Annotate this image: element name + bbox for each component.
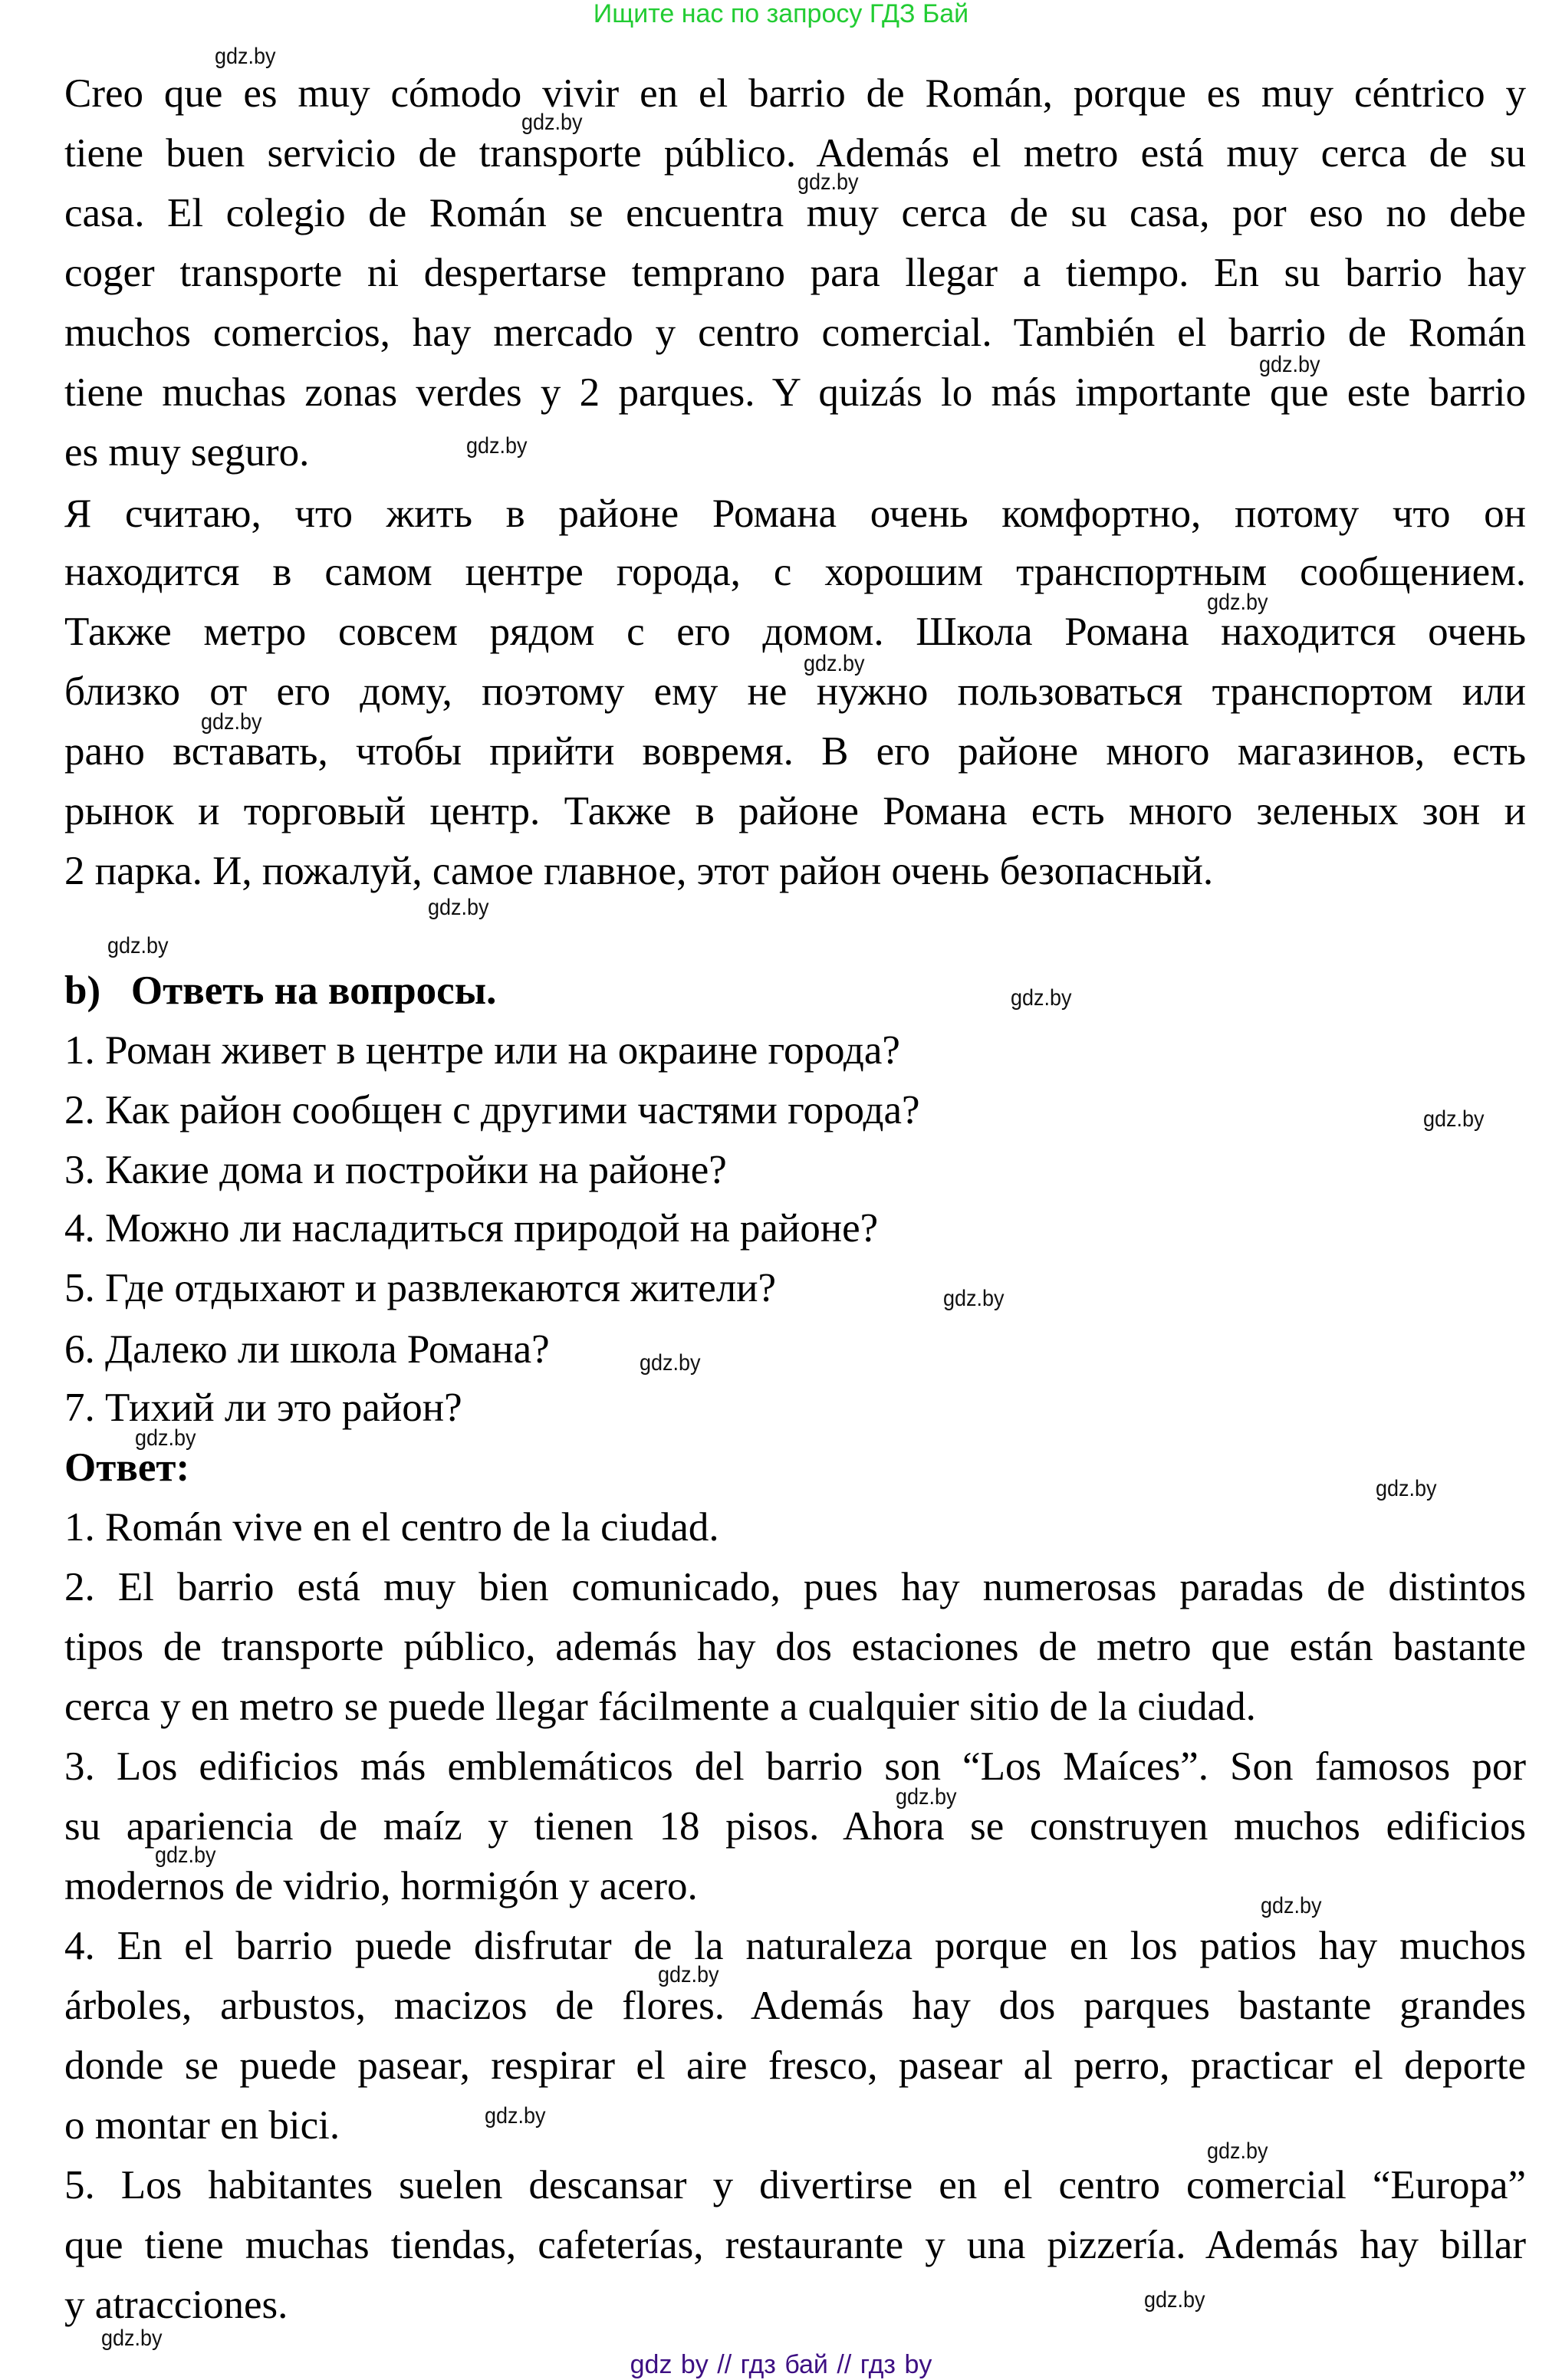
watermark: gdz.by bbox=[135, 1425, 196, 1451]
answer-line: donde se puede pasear, respirar el aire fresco, pasear al perro, practicar el deporte bbox=[64, 2043, 1526, 2088]
answer-line: 1. Román vive en el centro de la ciudad. bbox=[64, 1505, 719, 1550]
task-label: b) bbox=[64, 968, 101, 1013]
answer-heading: Ответ: bbox=[64, 1445, 190, 1490]
question-item: 1. Роман живет в центре или на окраине города? bbox=[64, 1028, 900, 1073]
question-item: 2. Как район сообщен с другими частями города? bbox=[64, 1088, 920, 1132]
question-item: 6. Далеко ли школа Романа? bbox=[64, 1327, 550, 1372]
watermark: gdz.by bbox=[1259, 352, 1320, 377]
watermark: gdz.by bbox=[1144, 2287, 1205, 2313]
answer-line: modernos de vidrio, hormigón y acero. bbox=[64, 1864, 698, 1908]
watermark: gdz.by bbox=[797, 169, 859, 195]
answer-line: tipos de transporte público, además hay dos estaciones de metro que están bastante bbox=[64, 1625, 1526, 1669]
watermark: gdz.by bbox=[215, 44, 276, 69]
text-line: coger transporte ni despertarse temprano para llegar a tiempo. En su barrio hay bbox=[64, 251, 1526, 295]
watermark: gdz.by bbox=[943, 1286, 1005, 1311]
watermark: gdz.by bbox=[107, 933, 169, 958]
watermark: gdz.by bbox=[521, 110, 583, 135]
text-line: Я считаю, что жить в районе Романа очень комфортно, потому что он bbox=[64, 491, 1526, 536]
watermark: gdz.by bbox=[428, 895, 489, 920]
question-item: 3. Какие дома и постройки на районе? bbox=[64, 1148, 727, 1192]
watermark: gdz.by bbox=[1011, 985, 1072, 1011]
text-line: Creo que es muy cómodo vivir en el barrio de Román, porque es muy céntrico y bbox=[64, 71, 1526, 116]
text-line: Также метро совсем рядом с его домом. Школа Романа находится очень bbox=[64, 610, 1526, 654]
watermark: gdz.by bbox=[1376, 1476, 1437, 1501]
text-line: tiene muchas zonas verdes y 2 parques. Y quizás lo más importante que este barrio bbox=[64, 370, 1526, 415]
text-line: 2 парка. И, пожалуй, самое главное, этот район очень безопасный. bbox=[64, 849, 1214, 893]
question-item: 5. Где отдыхают и развлекаются жители? bbox=[64, 1266, 777, 1310]
watermark: gdz.by bbox=[101, 2326, 163, 2351]
watermark: gdz.by bbox=[201, 709, 262, 735]
text-line: muchos comercios, hay mercado y centro comercial. También el barrio de Román bbox=[64, 311, 1526, 355]
task-heading bbox=[64, 968, 1526, 1014]
answer-line: o montar en bici. bbox=[64, 2103, 340, 2148]
question-item: 7. Тихий ли это район? bbox=[64, 1386, 462, 1430]
text-line: рано вставать, чтобы прийти вовремя. В его районе много магазинов, есть bbox=[64, 729, 1526, 774]
watermark: gdz.by bbox=[1423, 1106, 1485, 1132]
answer-line: 3. Los edificios más emblemáticos del barrio son “Los Maíces”. Son famosos por bbox=[64, 1744, 1526, 1789]
task-title: Ответь на вопросы. bbox=[130, 968, 497, 1013]
promo-banner[interactable]: Ищите нас по запросу ГДЗ Бай bbox=[593, 0, 969, 28]
answer-line: 2. El barrio está muy bien comunicado, pues hay numerosas paradas de distintos bbox=[64, 1565, 1526, 1609]
question-item: 4. Можно ли насладиться природой на районе? bbox=[64, 1206, 879, 1251]
watermark: gdz.by bbox=[804, 651, 865, 676]
text-line: близко от его дому, поэтому ему не нужно пользоваться транспортом или bbox=[64, 669, 1526, 714]
answer-line: y atracciones. bbox=[64, 2283, 288, 2327]
answer-line: cerca y en metro se puede llegar fácilmente a cualquier sitio de la ciudad. bbox=[64, 1685, 1256, 1729]
watermark: gdz.by bbox=[658, 1962, 719, 1987]
text-line: es muy seguro. bbox=[64, 430, 310, 475]
text-line: casa. El colegio de Román se encuentra muy cerca de su casa, por eso no debe bbox=[64, 191, 1526, 235]
footer-links[interactable]: gdz by // гдз бай // гдз by bbox=[630, 2350, 932, 2379]
answer-line: su apariencia de maíz y tienen 18 pisos. Ahora se construyen muchos edificios bbox=[64, 1804, 1526, 1849]
answer-line: 5. Los habitantes suelen descansar y divertirse en el centro comercial “Europa” bbox=[64, 2163, 1526, 2207]
watermark: gdz.by bbox=[155, 1843, 216, 1868]
watermark: gdz.by bbox=[1207, 590, 1268, 615]
watermark: gdz.by bbox=[1207, 2138, 1268, 2164]
answer-line: 4. En el barrio puede disfrutar de la naturaleza porque en los patios hay muchos bbox=[64, 1924, 1526, 1968]
watermark: gdz.by bbox=[1261, 1893, 1322, 1918]
text-line: рынок и торговый центр. Также в районе Романа есть много зеленых зон и bbox=[64, 789, 1526, 833]
watermark: gdz.by bbox=[466, 433, 528, 459]
answer-line: árboles, arbustos, macizos de flores. Además hay dos parques bastante grandes bbox=[64, 1984, 1526, 2028]
watermark: gdz.by bbox=[640, 1350, 701, 1376]
answer-line: que tiene muchas tiendas, cafeterías, restaurante y una pizzería. Además hay billar bbox=[64, 2223, 1526, 2267]
watermark: gdz.by bbox=[485, 2103, 546, 2129]
text-line: tiene buen servicio de transporte público. Además el metro está muy cerca de su bbox=[64, 131, 1526, 176]
text-line: находится в самом центре города, с хорошим транспортным сообщением. bbox=[64, 550, 1526, 594]
watermark: gdz.by bbox=[896, 1784, 957, 1810]
